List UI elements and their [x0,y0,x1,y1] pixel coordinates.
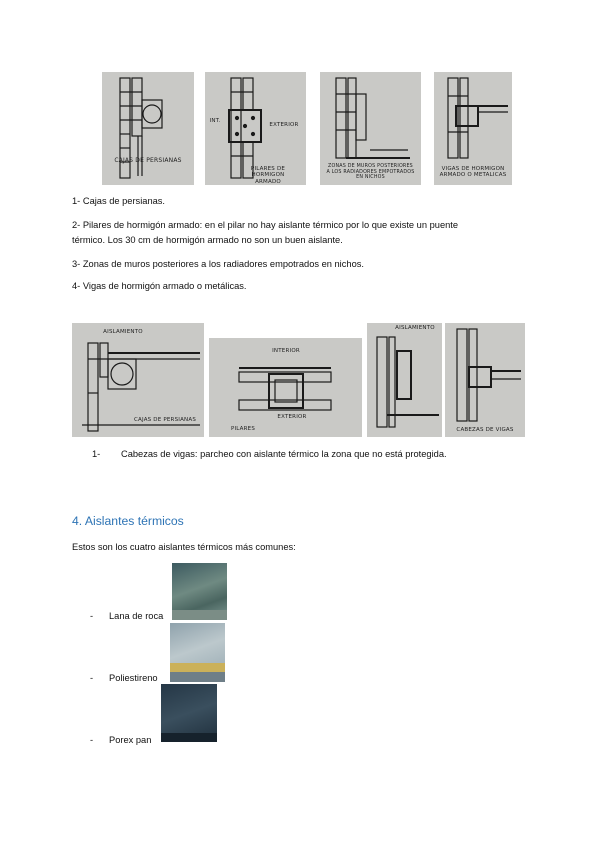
caption-radiadores: ZONAS DE MUROS POSTERIORES A LOS RADIADORES EMPOTRADOS EN NICHOS [326,164,415,181]
label-exterior: EXTERIOR [277,414,307,420]
caption-vigas: VIGAS DE HORMIGON ARMADO O METALICAS [439,166,507,179]
label-interior: INTERIOR [272,348,300,354]
caption-cabezas-vigas: CABEZAS DE VIGAS [456,427,514,433]
list-item-3: 3- Zonas de muros posteriores a los radiadores empotrados en nichos. [72,259,364,269]
caption-pilares: PILARES DE HORMIGON ARMADO [250,166,286,185]
intro-text: Estos son los cuatro aislantes térmicos más comunes: [72,542,296,552]
numbered-item-number: 1- [92,449,101,459]
caption-pilares-int: INT. [209,118,221,124]
material-dash-1: - [90,611,94,621]
lana-de-roca-image [172,563,227,620]
list-item-4: 4- Vigas de hormigón armado o metálicas. [72,281,247,291]
list-item-2: 2- Pilares de hormigón armado: en el pilar no hay aislante térmico por lo que existe un puente [72,220,459,230]
figure-vigas [434,72,512,185]
caption-pilares-ext: EXTERIOR [269,122,299,128]
material-label-3: Porex pan [109,735,152,745]
persianas-drawing [102,72,194,185]
figure-radiadores [320,72,421,185]
figure-aislamiento-persianas [72,323,204,437]
poliestireno-image [170,623,225,682]
figure-cabezas-vigas [445,323,525,437]
material-label-2: Poliestireno [109,673,158,683]
section-heading: 4. Aislantes térmicos [72,514,184,528]
aislamiento-radiador-drawing [367,323,442,437]
numbered-item-text: Cabezas de vigas: parcheo con aislante térmico la zona que no está protegida. [121,449,447,459]
material-dash-2: - [90,673,94,683]
caption-pilares-2: PILARES [230,426,256,432]
figure-persianas [102,72,194,185]
cabezas-vigas-drawing [445,323,525,437]
material-label-1: Lana de roca [109,611,164,621]
figure-aislamiento-radiador [367,323,442,437]
caption-aislamiento-persianas: CAJAS DE PERSIANAS [133,417,197,423]
label-aislamiento-2: AISLAMIENTO [395,325,435,331]
caption-persianas: CAJAS DE PERSIANAS [114,157,182,164]
material-dash-3: - [90,735,94,745]
porex-pan-image [161,684,217,742]
list-item-1: 1- Cajas de persianas. [72,196,166,206]
figure-pilares [205,72,306,185]
figure-aislamiento-pilares [209,338,362,437]
label-aislamiento-1: AISLAMIENTO [103,329,143,335]
list-item-2-cont: térmico. Los 30 cm de hormigón armado no son un buen aislante. [72,235,343,245]
